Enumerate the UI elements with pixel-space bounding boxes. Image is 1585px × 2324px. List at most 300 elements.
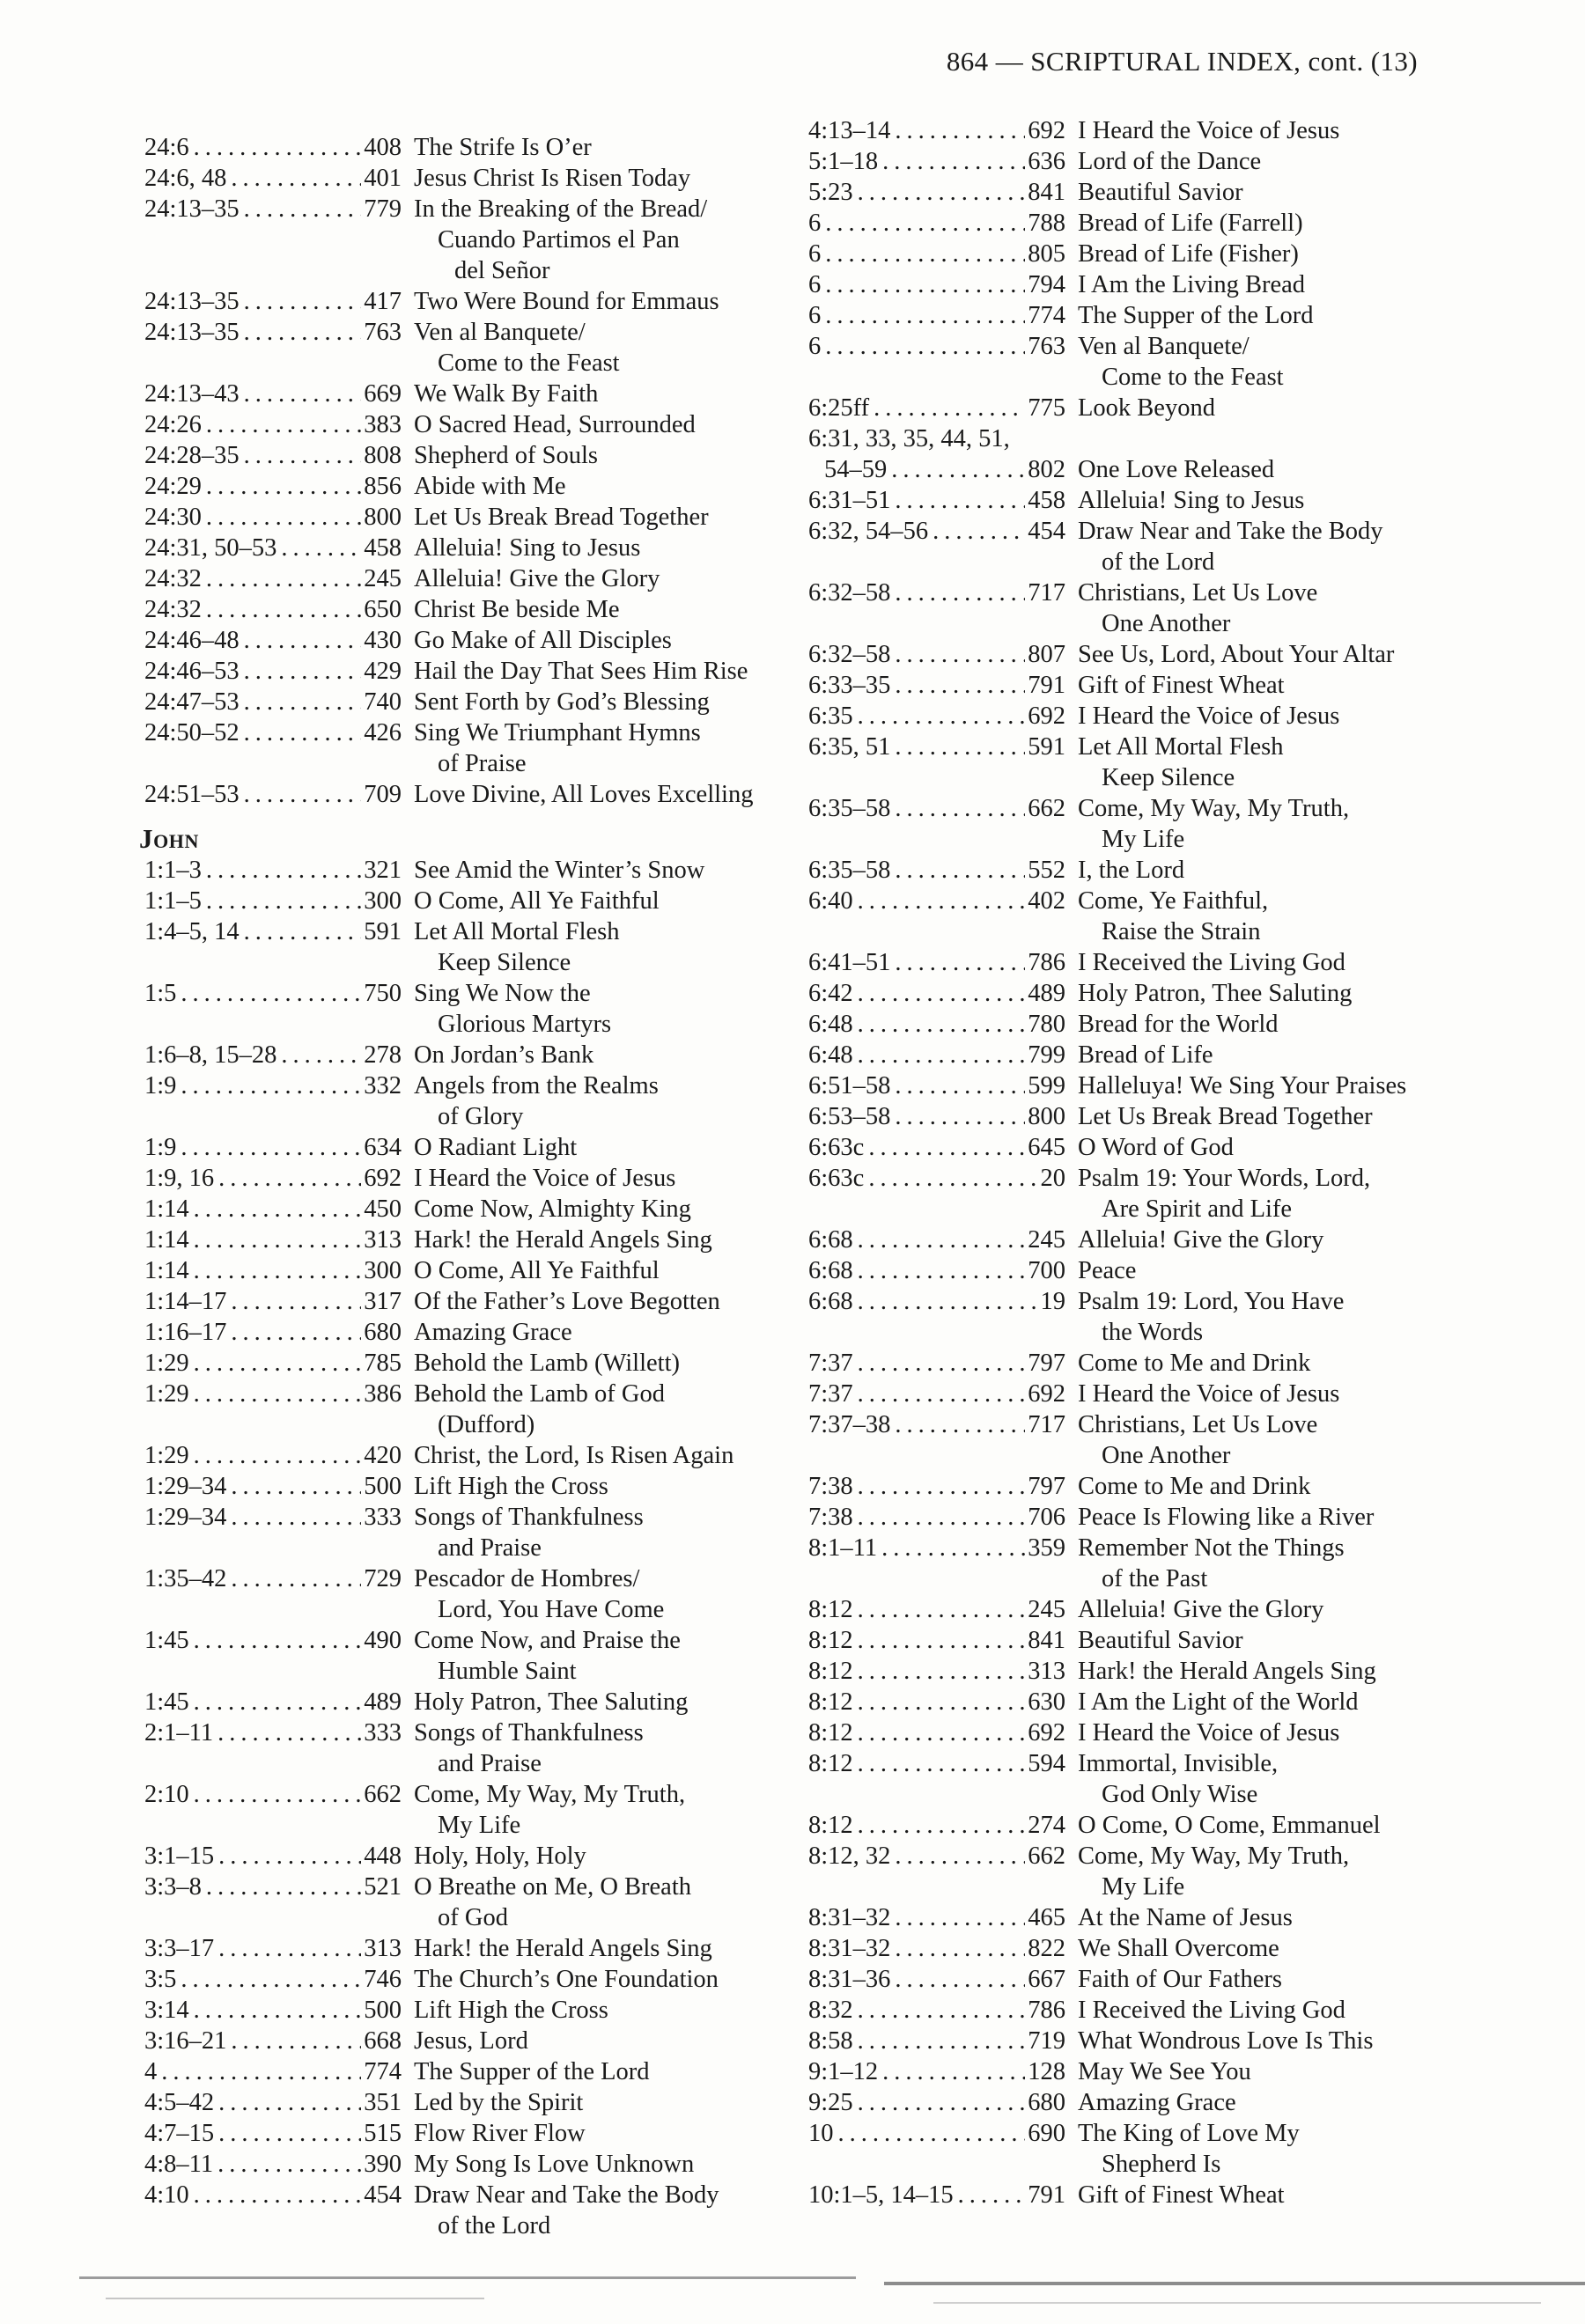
- index-entry: [139, 1379, 794, 1440]
- dot-leader: [244, 687, 362, 717]
- entry-titleblock: [1078, 331, 1458, 393]
- index-entry: [803, 1533, 1458, 1594]
- dot-leader: [217, 1717, 361, 1748]
- dot-leader: [194, 1194, 362, 1225]
- entry-title-continued: Raise the Strain: [1102, 918, 1261, 945]
- entry-title: Holy Patron, Thee Saluting: [1078, 980, 1353, 1007]
- index-entry: [803, 1687, 1458, 1717]
- index-entry: [803, 1933, 1458, 1964]
- entry-page-number: 680: [364, 1319, 402, 1346]
- entry-titleblock: [1078, 1286, 1458, 1348]
- entry-titleblock: [1078, 1933, 1458, 1964]
- entry-title-continued: del Señor: [454, 257, 550, 284]
- entry-page-number: 591: [364, 918, 402, 945]
- entry-page-number: 383: [364, 411, 402, 438]
- entry-page-number: 386: [364, 1380, 402, 1408]
- dot-leader: [895, 1902, 1025, 1933]
- dot-leader: [194, 1440, 362, 1471]
- entry-title: On Jordan’s Bank: [414, 1041, 594, 1069]
- entry-page-number: 594: [1028, 1750, 1065, 1777]
- entry-ref: 24:6, 48: [144, 165, 227, 192]
- entry-page-number: 332: [364, 1072, 402, 1099]
- entry-page-number: 426: [364, 719, 402, 746]
- entry-title: Come Now, Almighty King: [414, 1195, 691, 1223]
- entry-title-continued: and Praise: [438, 1534, 542, 1562]
- entry-ref: 6:35: [808, 702, 853, 730]
- entry-title: Hark! the Herald Angels Sing: [414, 1226, 712, 1254]
- entry-titleblock: [414, 1933, 794, 1964]
- entry-row: [803, 115, 1458, 146]
- entry-ref: 4:5–42: [144, 2089, 215, 2116]
- index-entry: [803, 1717, 1458, 1748]
- entry-page-number: 692: [1028, 117, 1065, 144]
- index-column-right: [803, 115, 1458, 2210]
- entry-titleblock: [1078, 577, 1458, 639]
- entry-titleblock: [1078, 1502, 1458, 1533]
- entry-titleblock: [414, 2149, 794, 2180]
- entry-titleblock: [1078, 2180, 1458, 2210]
- entry-title: O Come, All Ye Faithful: [414, 887, 660, 915]
- index-entry: [803, 1902, 1458, 1933]
- index-entry: [139, 717, 794, 779]
- entry-ref: 3:1–15: [144, 1842, 215, 1870]
- entry-title: We Walk By Faith: [414, 380, 599, 408]
- entry-title: Alleluia! Sing to Jesus: [1078, 487, 1305, 514]
- entry-page-number: 808: [364, 442, 402, 469]
- dot-leader: [858, 1748, 1026, 1779]
- entry-refblock: [803, 1964, 1065, 1995]
- entry-ref: 1:35–42: [144, 1565, 227, 1592]
- dot-leader: [895, 1933, 1025, 1964]
- entry-page-number: 408: [364, 134, 402, 161]
- entry-title: O Come, All Ye Faithful: [414, 1257, 660, 1284]
- entry-title: Shepherd of Souls: [414, 442, 598, 469]
- entry-page-number: 856: [364, 473, 402, 500]
- index-entry: [803, 1964, 1458, 1995]
- entry-title: I, the Lord: [1078, 857, 1185, 884]
- entry-title-continued: One Another: [1102, 1442, 1231, 1469]
- entry-titleblock: [1078, 1533, 1458, 1594]
- entry-title-continued: of Praise: [438, 750, 527, 777]
- entry-ref: 7:37: [808, 1350, 853, 1377]
- entry-refblock: [803, 1348, 1065, 1379]
- entry-title: Peace Is Flowing like a River: [1078, 1504, 1375, 1531]
- entry-ref: 1:9: [144, 1134, 177, 1161]
- index-entry: [139, 2056, 794, 2087]
- entry-titleblock: [414, 1717, 794, 1779]
- entry-titleblock: [1078, 2026, 1458, 2056]
- index-entry: [139, 779, 794, 810]
- entry-row: [139, 1872, 794, 1933]
- entry-refblock: [139, 978, 402, 1009]
- dot-leader: [858, 1348, 1026, 1379]
- entry-row: [803, 1471, 1458, 1502]
- entry-title: The Strife Is O’er: [414, 134, 592, 161]
- index-entry: [803, 1841, 1458, 1902]
- index-entry: [803, 732, 1458, 793]
- dot-leader: [825, 239, 1025, 269]
- entry-ref: 6:33–35: [808, 672, 891, 699]
- entry-row: [803, 1409, 1458, 1471]
- entry-titleblock: [1078, 269, 1458, 300]
- entry-titleblock: [1078, 670, 1458, 701]
- dot-leader: [206, 409, 361, 440]
- entry-titleblock: [414, 594, 794, 625]
- entry-page-number: 680: [1028, 2089, 1065, 2116]
- entry-title: I Am the Living Bread: [1078, 271, 1306, 298]
- dot-leader: [895, 1070, 1025, 1101]
- entry-ref: 1:4–5, 14: [144, 918, 240, 945]
- entry-title: Remember Not the Things: [1078, 1534, 1345, 1562]
- index-entry: [139, 1964, 794, 1995]
- entry-refblock: [139, 625, 402, 656]
- entry-row: [803, 1286, 1458, 1348]
- index-entry: [139, 533, 794, 563]
- entry-ref: 1:29: [144, 1380, 189, 1408]
- entry-ref: 1:45: [144, 1688, 189, 1716]
- dot-leader: [858, 886, 1026, 916]
- index-entry: [139, 1471, 794, 1502]
- dot-leader: [231, 1563, 361, 1594]
- entry-titleblock: [1078, 454, 1458, 485]
- entry-ref: 1:1–3: [144, 857, 202, 884]
- entry-ref: 8:32: [808, 1997, 853, 2024]
- entry-titleblock: [1078, 1225, 1458, 1255]
- index-entry: [139, 687, 794, 717]
- entry-refblock: [803, 1594, 1065, 1625]
- entry-titleblock: [414, 1440, 794, 1471]
- entry-page-number: 458: [1028, 487, 1065, 514]
- entry-page-number: 786: [1028, 1997, 1065, 2024]
- entry-ref: 24:46–53: [144, 658, 240, 685]
- entry-ref: 8:12: [808, 1596, 853, 1623]
- dot-leader: [858, 1009, 1026, 1040]
- entry-title: Come to Me and Drink: [1078, 1473, 1311, 1500]
- dot-leader: [858, 978, 1026, 1009]
- entry-title: Come, My Way, My Truth,: [1078, 795, 1350, 822]
- entry-row: [803, 300, 1458, 331]
- entry-page-number: 692: [1028, 702, 1065, 730]
- entry-page-number: 490: [364, 1627, 402, 1654]
- entry-ref: 4: [144, 2058, 158, 2085]
- entry-refblock: [803, 793, 1065, 824]
- entry-page-number: 729: [364, 1565, 402, 1592]
- entry-row: [139, 563, 794, 594]
- entry-row: [139, 502, 794, 533]
- entry-refblock: [139, 2149, 402, 2180]
- entry-refblock: [139, 1872, 402, 1902]
- dot-leader: [181, 1070, 361, 1101]
- entry-row: [139, 1687, 794, 1717]
- entry-page-number: 667: [1028, 1966, 1065, 1993]
- entry-titleblock: [1078, 1625, 1458, 1656]
- page-header: 864 — SCRIPTURAL INDEX, cont. (13): [946, 46, 1418, 77]
- entry-row: [803, 1995, 1458, 2026]
- entry-page-number: 351: [364, 2089, 402, 2116]
- entry-ref: 8:12: [808, 1627, 853, 1654]
- entry-ref: 1:9, 16: [144, 1165, 215, 1192]
- entry-title-continued: My Life: [438, 1812, 521, 1839]
- index-entry: [803, 2118, 1458, 2180]
- entry-title: Holy Patron, Thee Saluting: [414, 1688, 689, 1716]
- entry-title: I Am the Light of the World: [1078, 1688, 1359, 1716]
- entry-titleblock: [1078, 1995, 1458, 2026]
- entry-title: Ven al Banquete/: [414, 319, 586, 346]
- dot-leader: [244, 717, 362, 748]
- dot-leader: [858, 1502, 1026, 1533]
- entry-title: Come, My Way, My Truth,: [414, 1781, 686, 1808]
- entry-title: O Come, O Come, Emmanuel: [1078, 1812, 1381, 1839]
- entry-title: Amazing Grace: [1078, 2089, 1236, 2116]
- entry-titleblock: [414, 687, 794, 717]
- index-entry: [803, 516, 1458, 577]
- entry-title: Faith of Our Fathers: [1078, 1966, 1282, 1993]
- entry-ref: 24:6: [144, 134, 189, 161]
- index-entry: [803, 978, 1458, 1009]
- entry-ref: 8:12: [808, 1812, 853, 1839]
- entry-title: Lord of the Dance: [1078, 148, 1262, 175]
- entry-ref: 8:1–11: [808, 1534, 878, 1562]
- entry-ref: 1:14: [144, 1226, 189, 1254]
- entry-refblock: [803, 208, 1065, 239]
- dot-leader: [194, 1348, 362, 1379]
- entry-refblock: [139, 1502, 402, 1533]
- dot-leader: [244, 916, 362, 947]
- entry-title: Bread of Life (Fisher): [1078, 240, 1299, 268]
- entry-page-number: 797: [1028, 1473, 1065, 1500]
- entry-refblock: [139, 1286, 402, 1317]
- entry-page-number: 799: [1028, 1041, 1065, 1069]
- index-entry: [803, 2087, 1458, 2118]
- entry-ref: 24:31, 50–53: [144, 534, 277, 562]
- entry-ref: 24:26: [144, 411, 202, 438]
- entry-title: Songs of Thankfulness: [414, 1719, 644, 1747]
- entry-row: [139, 194, 794, 286]
- index-entry: [803, 1502, 1458, 1533]
- entry-title: Amazing Grace: [414, 1319, 572, 1346]
- entry-row: [803, 331, 1458, 393]
- index-column-left: [139, 132, 794, 2241]
- entry-ref: 24:13–43: [144, 380, 240, 408]
- entry-row: [803, 1933, 1458, 1964]
- index-entry: [803, 146, 1458, 177]
- entry-title: Sent Forth by God’s Blessing: [414, 688, 710, 716]
- entry-refblock: [139, 1995, 402, 2026]
- entry-titleblock: [414, 317, 794, 379]
- entry-ref: 6:40: [808, 887, 853, 915]
- entry-title: May We See You: [1078, 2058, 1251, 2085]
- entry-title: Go Make of All Disciples: [414, 627, 672, 654]
- entry-ref: 5:23: [808, 179, 853, 206]
- entry-row: [803, 1132, 1458, 1163]
- entry-row: [803, 947, 1458, 978]
- entry-row: [803, 1625, 1458, 1656]
- entry-page-number: 448: [364, 1842, 402, 1870]
- index-entry: [139, 286, 794, 317]
- entry-page-number: 634: [364, 1134, 402, 1161]
- entry-ref: 6:32–58: [808, 579, 891, 607]
- dot-leader: [181, 978, 361, 1009]
- entry-titleblock: [414, 502, 794, 533]
- entry-ref: 6: [808, 333, 822, 360]
- entry-row: [139, 886, 794, 916]
- index-entry: [139, 2026, 794, 2056]
- entry-row: [139, 1779, 794, 1841]
- entry-row: [139, 286, 794, 317]
- entry-row: [803, 2180, 1458, 2210]
- index-entry: [803, 177, 1458, 208]
- entry-page-number: 802: [1028, 456, 1065, 483]
- entry-refblock: [803, 1841, 1065, 1872]
- index-entry: [139, 409, 794, 440]
- dot-leader: [895, 793, 1025, 824]
- dot-leader: [858, 1471, 1026, 1502]
- index-entry: [803, 2026, 1458, 2056]
- entry-title: Alleluia! Give the Glory: [1078, 1596, 1324, 1623]
- entry-title: Draw Near and Take the Body: [1078, 518, 1383, 545]
- dot-leader: [194, 132, 362, 163]
- entry-row: [803, 978, 1458, 1009]
- entry-ref: 1:6–8, 15–28: [144, 1041, 277, 1069]
- entry-row: [803, 1348, 1458, 1379]
- entry-refblock: [803, 732, 1065, 762]
- dot-leader: [858, 1594, 1026, 1625]
- entry-row: [803, 208, 1458, 239]
- entry-ref: 1:29–34: [144, 1504, 227, 1531]
- entry-row: [139, 1379, 794, 1440]
- index-entry: [139, 1625, 794, 1687]
- entry-ref: 3:3–17: [144, 1935, 215, 1962]
- entry-title: Bread for the World: [1078, 1011, 1279, 1038]
- entry-row: [139, 1255, 794, 1286]
- dot-leader: [244, 656, 362, 687]
- entry-refblock: [139, 1687, 402, 1717]
- entry-row: [139, 916, 794, 978]
- entry-refblock: [803, 1717, 1065, 1748]
- dot-leader: [895, 732, 1025, 762]
- entry-page-number: 717: [1028, 579, 1065, 607]
- entry-title-continued: Cuando Partimos el Pan: [438, 226, 680, 254]
- entry-refblock: [803, 670, 1065, 701]
- entry-refblock: [803, 1070, 1065, 1101]
- entry-page-number: 785: [364, 1350, 402, 1377]
- dot-leader: [206, 886, 361, 916]
- entry-ref: 24:51–53: [144, 781, 240, 808]
- entry-title: Hark! the Herald Angels Sing: [1078, 1658, 1376, 1685]
- index-entry: [139, 855, 794, 886]
- dot-leader: [281, 1040, 361, 1070]
- dot-leader: [858, 701, 1026, 732]
- entry-refblock: [803, 393, 1065, 423]
- entry-titleblock: [1078, 146, 1458, 177]
- entry-ref-continued: 6:31, 33, 35, 44, 51,: [808, 425, 1010, 452]
- entry-title-continued: Come to the Feast: [1102, 364, 1284, 391]
- entry-ref: 8:31–32: [808, 1904, 891, 1931]
- entry-titleblock: [1078, 732, 1458, 793]
- entry-ref: 7:37–38: [808, 1411, 891, 1438]
- entry-title-continued: Keep Silence: [438, 949, 571, 976]
- entry-page-number: 420: [364, 1442, 402, 1469]
- entry-row: [139, 656, 794, 687]
- entry-refblock: [803, 1810, 1065, 1841]
- entry-page-number: 402: [1028, 887, 1065, 915]
- entry-page-number: 300: [364, 887, 402, 915]
- entry-page-number: 669: [364, 380, 402, 408]
- entry-refblock: [139, 194, 402, 224]
- entry-row: [139, 687, 794, 717]
- entry-refblock: [803, 1101, 1065, 1132]
- dot-leader: [231, 1471, 361, 1502]
- entry-titleblock: [1078, 978, 1458, 1009]
- entry-ref: 24:28–35: [144, 442, 240, 469]
- entry-row: [139, 1317, 794, 1348]
- entry-ref: 1:29–34: [144, 1473, 227, 1500]
- entry-title-continued: Keep Silence: [1102, 764, 1235, 791]
- entry-ref: 24:13–35: [144, 195, 240, 223]
- entry-title: Alleluia! Give the Glory: [1078, 1226, 1324, 1254]
- index-entry: [803, 115, 1458, 146]
- dot-leader: [206, 563, 361, 594]
- entry-refblock: [803, 300, 1065, 331]
- entry-title-continued: God Only Wise: [1102, 1781, 1258, 1808]
- entry-row: [139, 1286, 794, 1317]
- index-entry: [803, 1040, 1458, 1070]
- entry-ref: 9:1–12: [808, 2058, 879, 2085]
- entry-ref: 1:14: [144, 1195, 189, 1223]
- entry-titleblock: [1078, 701, 1458, 732]
- dot-leader: [895, 577, 1025, 608]
- entry-refblock: [803, 2026, 1065, 2056]
- entry-titleblock: [414, 1348, 794, 1379]
- entry-refblock: [139, 717, 402, 748]
- entry-ref: 24:13–35: [144, 319, 240, 346]
- entry-titleblock: [414, 1132, 794, 1163]
- entry-title: Let All Mortal Flesh: [1078, 733, 1284, 761]
- entry-refblock: [803, 1933, 1065, 1964]
- entry-refblock: [803, 639, 1065, 670]
- entry-title: I Received the Living God: [1078, 949, 1345, 976]
- entry-title: Jesus, Lord: [414, 2027, 528, 2055]
- entry-title: Bread of Life (Farrell): [1078, 210, 1303, 237]
- entry-refblock: [803, 115, 1065, 146]
- dot-leader: [194, 1255, 362, 1286]
- dot-leader: [858, 1225, 1026, 1255]
- entry-refblock: [139, 1964, 402, 1995]
- entry-title: Let All Mortal Flesh: [414, 918, 620, 945]
- entry-refblock: [803, 1286, 1065, 1317]
- entry-refblock: [139, 563, 402, 594]
- entry-refblock: [139, 286, 402, 317]
- entry-titleblock: [414, 1070, 794, 1132]
- dot-leader: [882, 146, 1025, 177]
- entry-row: [803, 639, 1458, 670]
- entry-refblock: [139, 1194, 402, 1225]
- entry-page-number: 692: [364, 1165, 402, 1192]
- dot-leader: [244, 317, 362, 348]
- entry-row: [139, 1070, 794, 1132]
- entry-title: Beautiful Savior: [1078, 179, 1243, 206]
- entry-refblock: [803, 454, 1065, 485]
- dot-leader: [895, 1101, 1025, 1132]
- entry-row: [139, 2118, 794, 2149]
- index-entry: [803, 2056, 1458, 2087]
- entry-title: Sing We Triumphant Hymns: [414, 719, 701, 746]
- entry-refblock: [803, 1379, 1065, 1409]
- entry-refblock: [803, 1225, 1065, 1255]
- dot-leader: [858, 1995, 1026, 2026]
- entry-page-number: 645: [1028, 1134, 1065, 1161]
- entry-refblock: [803, 1255, 1065, 1286]
